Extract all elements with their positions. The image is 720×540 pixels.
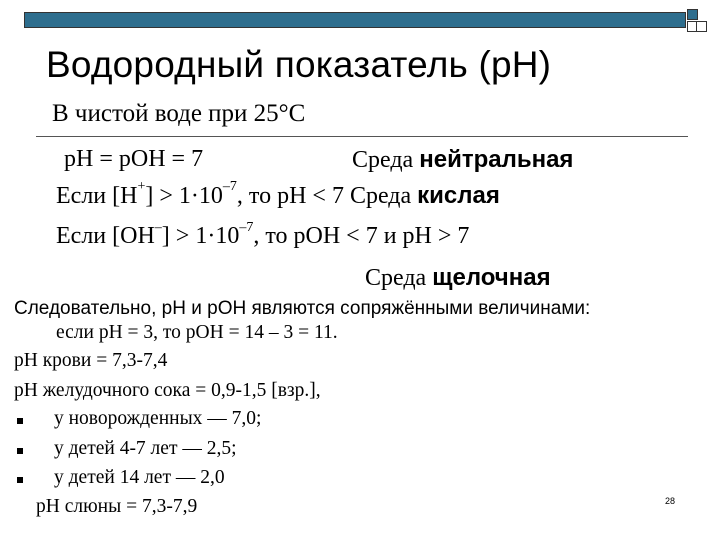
bullet-item: у новорожденных — 7,0;: [54, 408, 262, 429]
base-mid: ] > 1·10: [161, 223, 240, 249]
slide-subtitle: В чистой воде при 25°С: [52, 100, 306, 127]
bullet-marker: [17, 448, 23, 454]
acid-sup2: –7: [222, 179, 237, 194]
base-env-label: Среда: [365, 265, 433, 291]
acid-condition: [56, 179, 500, 210]
acid-mid: ] > 1·10: [145, 183, 223, 209]
title-bar-decoration: [24, 12, 686, 28]
bullet-marker: [17, 477, 23, 483]
base-env-bold: щелочная: [432, 264, 551, 291]
acid-pre: Если [H: [56, 183, 138, 209]
bullet-item: у детей 4-7 лет — 2,5;: [54, 438, 237, 459]
conclusion-line-1: Следовательно, pH и pOH являются сопряжёнными величинами:: [14, 298, 591, 319]
page-number: 28: [665, 496, 676, 506]
corner-square-top: [687, 9, 698, 20]
base-sup1: –: [154, 220, 162, 235]
neutral-equation: [64, 146, 203, 173]
neutral-environment: [352, 146, 573, 174]
acid-sup1: +: [137, 179, 146, 194]
blood-ph: pH крови = 7,3-7,4: [14, 350, 168, 371]
base-post: , то pOH < 7 и pH > 7: [253, 223, 470, 249]
acid-env-bold: кислая: [417, 182, 500, 209]
neutral-eq-text: pH = pOH = 7: [64, 146, 204, 172]
bullet-item: у детей 14 лет — 2,0: [54, 467, 225, 488]
neutral-env-bold: нейтральная: [419, 146, 574, 173]
base-environment: [365, 264, 551, 292]
base-sup2: –7: [239, 220, 254, 235]
saliva-ph: pH слюны = 7,3-7,9: [36, 496, 198, 517]
neutral-env-label: Среда: [352, 147, 420, 173]
corner-square-low: [696, 21, 707, 32]
slide-title: Водородный показатель (pH): [46, 44, 552, 85]
bullet-marker: [17, 418, 23, 424]
conclusion-line-2: если pH = 3, то pOH = 14 – 3 = 11.: [56, 322, 338, 343]
base-pre: Если [OH: [56, 223, 155, 249]
acid-post: , то pH < 7 Среда: [236, 183, 418, 209]
divider-line: [36, 136, 688, 137]
stomach-ph: pH желудочного сока = 0,9-1,5 [взр.],: [14, 380, 321, 401]
base-condition: [56, 220, 470, 250]
